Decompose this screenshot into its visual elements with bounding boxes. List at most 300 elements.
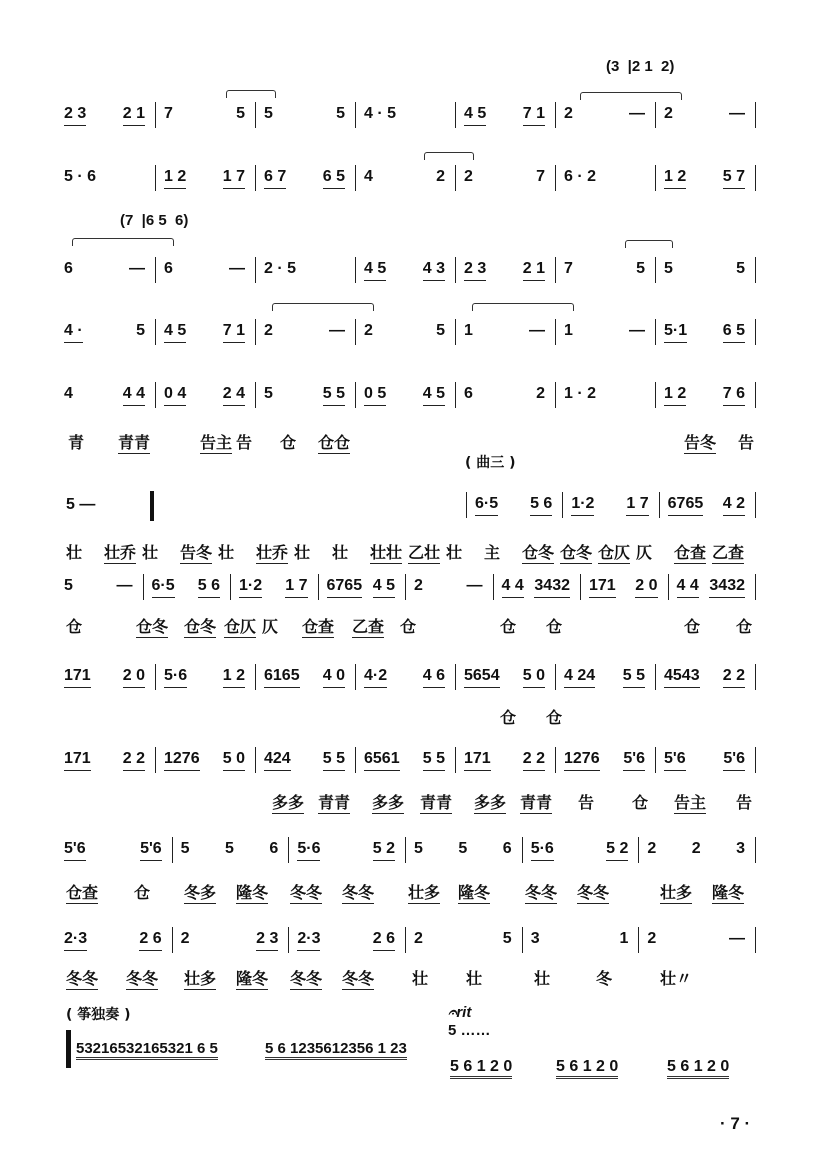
measure — [64, 664, 155, 690]
note-group: 5 · 6 — [64, 168, 97, 185]
note-group: 7 — [564, 260, 573, 277]
barline — [755, 747, 756, 773]
percussion-syllable: 壮乔 — [256, 540, 288, 564]
measure — [64, 382, 155, 408]
measure — [580, 574, 668, 600]
page-number: · 7 · — [720, 1114, 751, 1133]
measure — [555, 102, 655, 128]
percussion-syllable: 仓仓 — [318, 430, 350, 454]
note-group: 1 7 — [626, 495, 648, 516]
measure — [562, 492, 658, 518]
measure — [493, 574, 581, 600]
measure — [230, 574, 318, 600]
measure — [555, 165, 655, 191]
percussion-syllable: 壮 — [66, 543, 83, 562]
measure — [522, 927, 639, 953]
note-group: 5 7 — [723, 168, 745, 189]
measure — [255, 257, 355, 283]
note-group: 2 — [564, 105, 573, 122]
tie — [625, 240, 673, 248]
percussion-syllable: 仄 — [262, 617, 279, 636]
measure — [155, 382, 255, 408]
measure — [288, 927, 405, 953]
note-group: 5 — [414, 840, 423, 857]
percussion-syllable: 青青 — [420, 790, 452, 814]
percussion-syllable: 告 — [736, 793, 753, 812]
notation-row — [64, 259, 756, 281]
note-group: 5·6 — [297, 840, 320, 861]
percussion-syllable: 多多 — [474, 790, 506, 814]
measure — [64, 257, 155, 283]
measure — [405, 837, 522, 863]
measure — [659, 492, 755, 518]
note-group: 5'6 — [623, 750, 645, 771]
note-group: 2 3 — [256, 930, 278, 951]
note-group: 2 0 — [635, 577, 657, 598]
note-group: 2 0 — [123, 667, 145, 688]
note-group: 2 3 — [464, 260, 486, 281]
percussion-syllable: 告冬 — [180, 540, 212, 564]
note-group: 2 — [647, 930, 657, 947]
note-group: 1 2 — [664, 385, 686, 406]
note-group: 7 1 — [523, 105, 545, 126]
measure — [668, 574, 756, 600]
note-group: 5'6 — [140, 840, 162, 861]
note-group: 2 4 — [223, 385, 245, 406]
percussion-syllable: 乙查 — [352, 614, 384, 638]
measure — [318, 574, 406, 600]
percussion-syllable: 仓查 — [302, 614, 334, 638]
percussion-syllable: 壮 — [332, 543, 349, 562]
note-group: 6765 — [668, 495, 704, 516]
measure — [64, 165, 155, 191]
notation-row — [64, 749, 756, 771]
note-group: 6561 — [364, 750, 400, 771]
percussion-syllable: 壮乔 — [104, 540, 136, 564]
note-group: 3432 — [709, 577, 745, 598]
percussion-syllable: 冬冬 — [290, 880, 322, 904]
measure — [655, 747, 755, 773]
note-group: 7 — [164, 105, 173, 122]
note-group: 171 — [464, 750, 491, 771]
note-group: 3 — [736, 840, 746, 857]
note-group: 5 2 — [606, 840, 628, 861]
note-group: 4 5 — [364, 260, 386, 281]
note-group: 4 4 — [502, 577, 524, 598]
notation-row — [64, 576, 756, 598]
percussion-syllable: 壮 — [446, 543, 463, 562]
note-group: 2 3 — [64, 105, 86, 126]
note-group: — — [129, 260, 145, 277]
note-group: 5 — [636, 260, 645, 277]
run-phrase-1: 53216532165321 6 5 — [76, 1040, 218, 1060]
note-group: 2 6 — [373, 930, 395, 951]
row6-lead: 5 — — [66, 496, 96, 513]
barline — [755, 664, 756, 690]
percussion-syllable: 多多 — [272, 790, 304, 814]
note-group: — — [329, 322, 345, 339]
note-group: 3 — [530, 930, 540, 947]
note-group: 4 — [64, 385, 73, 402]
percussion-syllable: 冬冬 — [577, 880, 609, 904]
percussion-syllable: 隆冬 — [712, 880, 744, 904]
percussion-syllable: 仓 — [546, 708, 563, 727]
percussion-syllable: 青 — [68, 433, 85, 452]
notation-row — [64, 929, 756, 951]
note-group: 2 2 — [723, 667, 745, 688]
percussion-syllable: 冬冬 — [342, 880, 374, 904]
note-group: — — [229, 260, 245, 277]
note-group: 1 2 — [664, 168, 686, 189]
percussion-syllable: 壮〃 — [660, 969, 693, 988]
percussion-syllable: 仓 — [500, 617, 517, 636]
percussion-syllable: 告 — [738, 433, 755, 452]
note-group: 6 — [464, 385, 473, 402]
note-group: 6765 — [327, 577, 363, 598]
measure — [455, 165, 555, 191]
percussion-syllable: 壮 — [412, 969, 429, 988]
note-group: 5'6 — [664, 750, 686, 771]
note-group: 2 — [536, 385, 545, 402]
measure — [155, 664, 255, 690]
note-group: 5654 — [464, 667, 500, 688]
measure — [255, 165, 355, 191]
note-group: 2 1 — [523, 260, 545, 281]
note-group: — — [729, 930, 746, 947]
note-group: 6 — [64, 260, 73, 277]
note-group: 5 — [225, 840, 234, 857]
percussion-syllable: 仓仄 — [598, 540, 630, 564]
measure — [64, 747, 155, 773]
note-group: 4 — [364, 168, 373, 185]
ending-phrase: 5 6 1 2 0 — [667, 1058, 729, 1079]
note-group: 5·6 — [164, 667, 187, 688]
percussion-syllable: 乙查 — [712, 540, 744, 564]
notation-row — [64, 104, 756, 126]
measure — [355, 747, 455, 773]
measure — [655, 257, 755, 283]
note-group: 6·5 — [152, 577, 175, 598]
note-group: 5 0 — [523, 667, 545, 688]
measure — [455, 257, 555, 283]
note-group: 1 · 2 — [564, 385, 597, 402]
percussion-syllable: 仓 — [280, 433, 297, 452]
note-group: 4 3 — [423, 260, 445, 281]
measure — [655, 165, 755, 191]
note-group: 424 — [264, 750, 291, 771]
run-phrase-2: 5 6 1235612356 1 23 — [265, 1040, 407, 1060]
note-group: 2 — [364, 322, 373, 339]
percussion-syllable: 仓查 — [674, 540, 706, 564]
measure — [155, 165, 255, 191]
note-group: 5 6 — [198, 577, 220, 598]
percussion-syllable: 仓 — [66, 617, 83, 636]
notation-row — [466, 494, 756, 516]
solo-label: ( 筝独奏 ) — [66, 1007, 131, 1023]
note-group: 5 — [736, 260, 745, 277]
measure — [638, 927, 755, 953]
note-group: 171 — [64, 667, 91, 688]
note-group: 2 — [414, 930, 423, 947]
note-group: 5 — [436, 322, 445, 339]
note-group: — — [729, 105, 745, 122]
measure — [64, 319, 155, 345]
note-group: 5 0 — [223, 750, 245, 771]
measure — [172, 927, 289, 953]
percussion-syllable: 告主 — [674, 790, 706, 814]
percussion-syllable: 壮 — [466, 969, 483, 988]
note-group: 1 — [564, 322, 573, 339]
barline — [755, 102, 756, 128]
measure — [255, 319, 355, 345]
measure — [655, 102, 755, 128]
note-group: 5'6 — [723, 750, 745, 771]
measure — [555, 664, 655, 690]
note-group: 2 — [464, 168, 473, 185]
note-group: 2 · 5 — [264, 260, 297, 277]
note-group: 5 — [336, 105, 345, 122]
tie — [580, 92, 682, 100]
note-group: 2 2 — [123, 750, 145, 771]
note-group: 5 2 — [373, 840, 395, 861]
note-group: 1·2 — [571, 495, 594, 516]
section-label: ( 曲三 ) — [465, 455, 516, 471]
percussion-syllable: 多多 — [372, 790, 404, 814]
note-group: 2 — [647, 840, 657, 857]
note-group: 2 — [264, 322, 273, 339]
barline — [755, 165, 756, 191]
note-group: — — [629, 105, 645, 122]
percussion-syllable: 冬多 — [184, 880, 216, 904]
note-group: 4 24 — [564, 667, 595, 688]
note-group: 7 — [536, 168, 545, 185]
measure — [155, 257, 255, 283]
note-group: 0 5 — [364, 385, 386, 406]
percussion-syllable: 壮 — [294, 543, 311, 562]
note-group: 5 — [136, 322, 145, 339]
note-group: — — [466, 577, 483, 594]
percussion-syllable: 告主 — [200, 430, 232, 454]
percussion-syllable: 仓 — [684, 617, 701, 636]
percussion-syllable: 壮多 — [660, 880, 692, 904]
ending-phrase: 5 6 1 2 0 — [556, 1058, 618, 1079]
note-group: 1 — [619, 930, 629, 947]
measure — [555, 319, 655, 345]
measure — [466, 492, 562, 518]
percussion-syllable: 冬冬 — [342, 966, 374, 990]
percussion-syllable: 青青 — [520, 790, 552, 814]
note-group: 6 · 2 — [564, 168, 597, 185]
barline — [755, 319, 756, 345]
note-group: 4 5 — [464, 105, 486, 126]
note-group: 1276 — [164, 750, 200, 771]
notation-row — [64, 167, 756, 189]
note-group: 6·5 — [475, 495, 498, 516]
percussion-syllable: 隆冬 — [236, 966, 268, 990]
notation-row — [64, 839, 756, 861]
note-group: 2 — [691, 840, 701, 857]
measure — [405, 574, 493, 600]
measure — [255, 382, 355, 408]
measure — [455, 102, 555, 128]
measure — [355, 382, 455, 408]
fermata-note: 5 …… — [448, 1022, 491, 1039]
measure — [172, 837, 289, 863]
percussion-syllable: 告 — [236, 433, 253, 452]
note-group: 5 6 — [530, 495, 552, 516]
note-group: 4 4 — [677, 577, 699, 598]
note-group: 3432 — [534, 577, 570, 598]
note-group: 4 4 — [123, 385, 145, 406]
measure — [64, 927, 172, 953]
note-group: 4 · 5 — [364, 105, 397, 122]
percussion-syllable: 告冬 — [684, 430, 716, 454]
percussion-syllable: 青青 — [118, 430, 150, 454]
note-group: 4·2 — [364, 667, 387, 688]
double-barline — [150, 491, 154, 521]
note-group: 4 5 — [164, 322, 186, 343]
percussion-syllable: 冬 — [596, 969, 613, 988]
note-group: 5 5 — [423, 750, 445, 771]
note-group: 5'6 — [64, 840, 86, 861]
barline — [755, 927, 756, 953]
percussion-syllable: 仓 — [632, 793, 649, 812]
note-group: 5·6 — [531, 840, 554, 861]
measure — [355, 319, 455, 345]
percussion-syllable: 壮多 — [184, 966, 216, 990]
measure — [655, 382, 755, 408]
percussion-syllable: 仓冬 — [136, 614, 168, 638]
percussion-syllable: 仄 — [636, 543, 653, 562]
note-group: — — [529, 322, 545, 339]
note-group: 5 — [236, 105, 245, 122]
percussion-syllable: 冬冬 — [290, 966, 322, 990]
percussion-syllable: 仓 — [546, 617, 563, 636]
note-group: 1 2 — [223, 667, 245, 688]
measure — [455, 747, 555, 773]
note-group: 6 — [502, 840, 512, 857]
percussion-syllable: 仓 — [400, 617, 417, 636]
measure — [555, 747, 655, 773]
note-group: 2 — [414, 577, 423, 594]
percussion-syllable: 仓冬 — [560, 540, 592, 564]
measure — [64, 102, 155, 128]
tie — [472, 303, 574, 311]
note-group: 1 2 — [164, 168, 186, 189]
percussion-syllable: 仓冬 — [184, 614, 216, 638]
ending-phrase: 5 6 1 2 0 — [450, 1058, 512, 1079]
note-group: 6 — [269, 840, 279, 857]
note-group: 7 1 — [223, 322, 245, 343]
percussion-syllable: 仓冬 — [522, 540, 554, 564]
note-group: 5 5 — [323, 385, 345, 406]
barline — [755, 837, 756, 863]
percussion-syllable: 仓仄 — [224, 614, 256, 638]
measure — [64, 837, 172, 863]
note-group: 2·3 — [297, 930, 320, 951]
note-group: 1 — [464, 322, 473, 339]
percussion-syllable: 壮多 — [408, 880, 440, 904]
measure — [655, 664, 755, 690]
tie — [424, 152, 474, 160]
percussion-syllable: 壮 — [142, 543, 159, 562]
percussion-syllable: 仓 — [500, 708, 517, 727]
percussion-syllable: 仓 — [134, 883, 151, 902]
note-group: 4 0 — [323, 667, 345, 688]
note-group: 4 5 — [373, 577, 395, 598]
measure — [355, 102, 455, 128]
percussion-syllable: 乙壮 — [408, 540, 440, 564]
percussion-syllable: 隆冬 — [458, 880, 490, 904]
rit-text: rit — [456, 1004, 472, 1021]
note-group: 2 — [436, 168, 445, 185]
note-group: 6 5 — [323, 168, 345, 189]
measure — [455, 664, 555, 690]
note-group: — — [116, 577, 133, 594]
measure — [155, 747, 255, 773]
note-group: 5 5 — [323, 750, 345, 771]
note-group: 1·2 — [239, 577, 262, 598]
note-group: 4 6 — [423, 667, 445, 688]
note-group: 2 2 — [523, 750, 545, 771]
measure — [355, 257, 455, 283]
note-group: 2 — [180, 930, 190, 947]
note-group: 4 2 — [723, 495, 745, 516]
measure — [355, 664, 455, 690]
measure — [355, 165, 455, 191]
rit-marking: 𝄐rit — [448, 1004, 472, 1021]
percussion-syllable: 仓查 — [66, 880, 98, 904]
note-group: 4 · — [64, 322, 83, 343]
notation-row — [64, 384, 756, 406]
note-group: 5 — [180, 840, 190, 857]
note-group: 5 — [664, 260, 673, 277]
note-group: 5 — [264, 105, 273, 122]
start-barline — [66, 1030, 71, 1068]
measure — [522, 837, 639, 863]
note-group: 6 5 — [723, 322, 745, 343]
parenthetical-phrase: (7 |6 5 6) — [120, 212, 189, 229]
measure — [455, 382, 555, 408]
note-group: 4 5 — [423, 385, 445, 406]
note-group: 1 7 — [285, 577, 307, 598]
measure — [255, 747, 355, 773]
measure — [155, 102, 255, 128]
percussion-syllable: 告 — [578, 793, 595, 812]
note-group: 5 5 — [623, 667, 645, 688]
measure — [288, 837, 405, 863]
barline — [755, 382, 756, 408]
percussion-syllable: 冬冬 — [66, 966, 98, 990]
percussion-syllable: 隆冬 — [236, 880, 268, 904]
measure — [555, 257, 655, 283]
percussion-syllable: 青青 — [318, 790, 350, 814]
note-group: 171 — [589, 577, 616, 598]
tie — [72, 238, 174, 246]
measure — [638, 837, 755, 863]
parenthetical-phrase: (3 |2 1 2) — [606, 58, 675, 75]
notation-row — [64, 666, 756, 688]
note-group: 2 1 — [123, 105, 145, 126]
percussion-syllable: 壮 — [534, 969, 551, 988]
note-group: — — [629, 322, 645, 339]
measure — [655, 319, 755, 345]
notation-row — [64, 321, 756, 343]
percussion-syllable: 主 — [484, 543, 501, 562]
measure — [405, 927, 522, 953]
measure — [155, 319, 255, 345]
measure — [555, 382, 655, 408]
